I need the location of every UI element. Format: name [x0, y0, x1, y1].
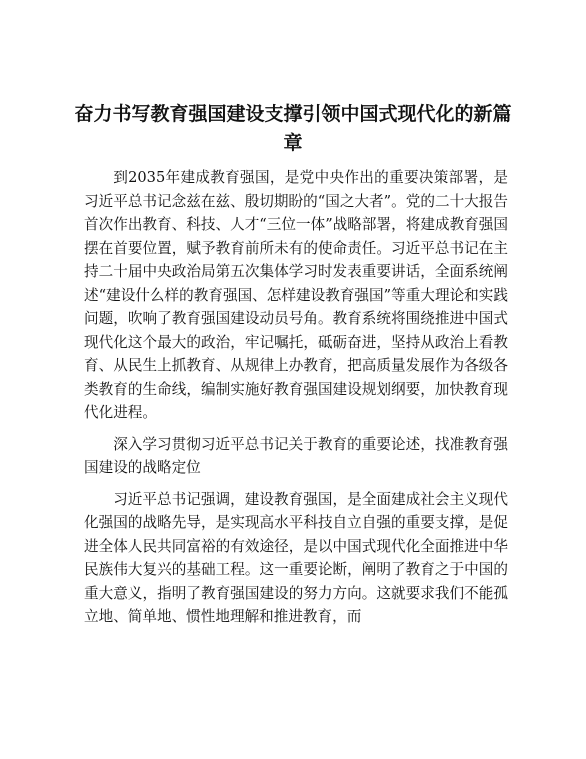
paragraph-1: 到2035年建成教育强国，是党中央作出的重要决策部署，是习近平总书记念兹在兹、殷切期盼的“国之大者”。党的二十大报告首次作出教育、科技、人才“三位一体”战略部署，将建成教育强国摆在首要位置，赋予教育前所未有的使命责任。习近平总书记在主持二十届中央政治局第五次集体学习时发表重要讲话，全面系统阐述“建设什么样的教育强国、怎样建设教育强国”等重大理论和实践问题，吹响了教育强国建设动员号角。教育系统将围绕推进中国式现代化这个最大的政治，牢记嘱托，砥砺奋进，坚持从政治上看教育、从民生上抓教育、从规律上办教育，把高质量发展作为各级各类教育的生命线，编制实施好教育强国建设规划纲要，加快教育现代化进程。: [84, 169, 508, 421]
document-body: [84, 166, 508, 629]
section-heading: 深入学习贯彻习近平总书记关于教育的重要论述，找准教育强国建设的战略定位: [84, 435, 508, 476]
paragraph-2: 习近平总书记强调，建设教育强国，是全面建成社会主义现代化强国的战略先导，是实现高水平科技自立自强的重要支撑，是促进全体人民共同富裕的有效途径，是以中国式现代化全面推进中华民族伟大复兴的基础工程。这一重要论断，阐明了教育之于中国的重大意义，指明了教育强国建设的努力方向。这就要求我们不能孤立地、简单地、惯性地理解和推进教育，而: [84, 490, 508, 625]
document-title: 奋力书写教育强国建设支撑引领中国式现代化的新篇章: [74, 103, 512, 154]
